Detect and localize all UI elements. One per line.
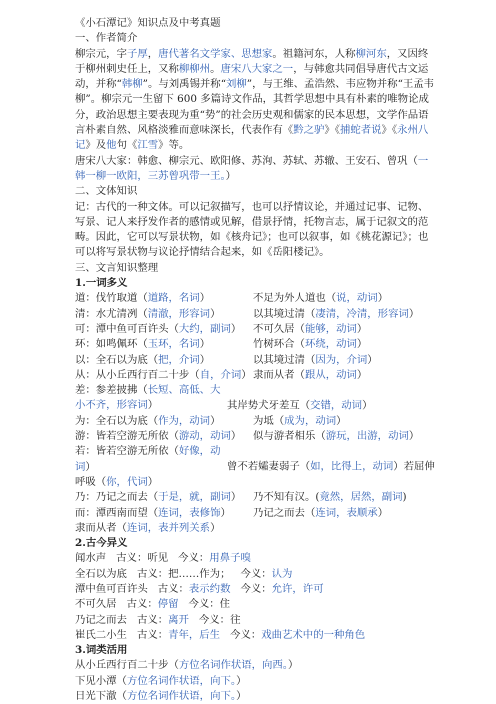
highlighted-text: 如，比得上，动词: [310, 460, 394, 473]
polysemy-example-right: [227, 399, 372, 411]
text-run: 闻水声: [75, 552, 107, 565]
text-run: ）: [225, 169, 237, 182]
text-run: 以其境过清（: [253, 307, 316, 320]
author-intro-paragraph: [75, 47, 436, 154]
text-run: ）: [356, 368, 368, 381]
highlighted-text: 唐代著名文学家、思想家: [158, 47, 273, 60]
text-run: 以：全石以为底（: [75, 353, 159, 366]
polysemy-row: [75, 429, 436, 444]
text-run: ）: [230, 491, 242, 504]
text-run: 不可久居: [75, 598, 117, 611]
text-run: 乃记之而去: [75, 613, 127, 626]
highlighted-text: 环绕，动词: [304, 338, 357, 351]
polysemy-example-right: [253, 430, 419, 442]
highlighted-text: 方位名词作状语，向下。: [126, 674, 237, 687]
text-run: ）: [356, 322, 368, 335]
text-run: 从：从小丘西行百二十步（: [75, 368, 200, 381]
highlighted-text: 方位名词作状语，向西。: [178, 659, 289, 672]
highlighted-text: 唐宋八大家之一: [220, 62, 294, 75]
text-run: 清：水尤清冽（: [75, 307, 148, 320]
highlighted-text: 作为，动词: [158, 414, 211, 427]
highlighted-text: 停留: [157, 598, 179, 611]
section-author-heading: 一、作者简介: [75, 32, 138, 45]
text-run: 今义：: [178, 552, 210, 565]
text-run: 古义：: [126, 598, 158, 611]
text-run: ）若屈伸呼吸（: [75, 460, 435, 488]
huoyong-row: [75, 658, 436, 673]
polysemy-example-right: [253, 415, 347, 427]
text-run: 若：皆若空游无所依（: [75, 445, 179, 458]
text-run: 今义：: [230, 628, 262, 641]
highlighted-text: 于是，就，副词: [158, 491, 231, 504]
text-run: ）: [408, 307, 420, 320]
highlighted-text: 连词，表修饰: [158, 506, 221, 519]
text-run: ）: [377, 292, 389, 305]
text-run: 全石以为底: [75, 567, 127, 580]
polysemy-row: [75, 521, 436, 536]
text-run: 隶而从者（: [253, 368, 305, 381]
text-run: 下见小潭（: [75, 674, 127, 687]
gujin-row: [75, 613, 436, 628]
text-run: 不可久居（: [253, 322, 305, 335]
text-run: 古义：: [157, 582, 189, 595]
polysemy-example-right: [253, 369, 367, 381]
text-run: 今义：住: [188, 598, 231, 611]
highlighted-text: 因为，介词: [315, 353, 368, 366]
text-run: 句《: [116, 139, 138, 152]
polysemy-example-left: [75, 506, 253, 521]
text-run: ）: [230, 322, 242, 335]
text-run: 今义：: [240, 582, 272, 595]
gujin-subheading: 2.古今异义: [75, 537, 128, 550]
polysemy-row: [75, 368, 436, 383]
polysemy-example-right: [253, 507, 388, 519]
highlighted-text: 游动，动词: [178, 430, 231, 443]
text-run: ）: [356, 338, 368, 351]
text-run: 古义：: [136, 628, 169, 641]
polysemy-row: [75, 414, 436, 429]
text-run: ）: [241, 368, 252, 381]
text-run: ): [402, 491, 407, 504]
highlighted-text: 允许，许可: [271, 582, 324, 595]
highlighted-text: 你，代词: [106, 475, 148, 488]
polysemy-example-left: [75, 337, 253, 352]
highlighted-text: 说，动词: [336, 292, 378, 305]
highlighted-text: 江雪: [137, 139, 159, 152]
polysemy-example-left: [75, 368, 253, 383]
polysemy-example-left: [75, 322, 253, 337]
text-run: 》及: [85, 139, 107, 152]
text-run: 潭中鱼可百许头: [75, 582, 148, 595]
text-run: ）: [220, 506, 231, 519]
text-run: 今义：往: [198, 613, 241, 626]
highlighted-text: 道路，名词: [147, 292, 200, 305]
highlighted-text: 他: [106, 139, 117, 152]
polysemy-example-left: [75, 383, 227, 414]
highlighted-text: 竟然，居然，副词: [319, 491, 403, 504]
polysemy-subheading: 1.一词多义: [75, 277, 128, 290]
highlighted-text: 认为: [271, 567, 293, 580]
polysemy-example-left: [75, 307, 253, 322]
highlighted-text: 把，介词: [158, 353, 200, 366]
polysemy-example-right: [253, 491, 407, 503]
highlighted-text: 大约，副词: [178, 322, 231, 335]
highlighted-text: 长短、高低、大小不齐，形容词: [75, 384, 221, 412]
highlighted-text: 好像，动词: [75, 445, 221, 473]
text-run: 古义：把……作为；: [136, 567, 231, 580]
text-run: ）: [210, 414, 221, 427]
huoyong-row: [75, 674, 436, 689]
gujin-row: [75, 628, 436, 643]
text-run: 游：皆若空游无所依（: [75, 430, 179, 443]
text-run: 崔氏二小生: [75, 628, 127, 641]
text-run: ）: [210, 307, 221, 320]
polysemy-example-left: [75, 291, 253, 306]
text-run: 》《: [381, 124, 398, 137]
text-run: ）: [408, 430, 420, 443]
gujin-list: [75, 551, 436, 643]
section-genre-heading: 二、文体知识: [75, 185, 138, 198]
text-run: 》《: [324, 124, 340, 137]
polysemy-row: [75, 291, 436, 306]
text-run: 环：如鸣佩环（: [75, 338, 148, 351]
genre-paragraph: [75, 200, 436, 261]
text-run: 而：潭西南而望（: [75, 506, 159, 519]
polysemy-example-right: [253, 308, 419, 320]
text-run: 柳宗元，字: [75, 47, 127, 60]
text-run: 记：古代的一种文体。可以记叙描写，也可以抒情议论，并通过记事、记物、写景、记人来抒发作者的感情或见解，借景抒情，托物言志，属于记叙文的范畴。因此，它可以写景状物，如《核舟记》；也可以叙事，如《桃花源记》；也可以将写景状物与议论抒情结合起来，如《岳阳楼记》。: [75, 200, 429, 259]
text-run: ”。与刘禹锡并称“: [142, 78, 227, 91]
highlighted-text: 成为，动词: [284, 414, 337, 427]
highlighted-text: 戏曲艺术中的一种角色: [261, 628, 366, 641]
text-run: 其岸势犬牙差互（: [227, 399, 311, 412]
text-run: ）: [199, 353, 211, 366]
text-run: 唐宋八大家：韩愈、柳宗元、欧阳修、苏洵、苏轼、苏辙、王安石、曾巩（: [75, 154, 418, 167]
polysemy-example-left: [75, 414, 253, 429]
text-run: ）: [236, 690, 247, 703]
text-run: 古义：: [136, 613, 169, 626]
highlighted-text: 黔之驴: [293, 124, 325, 137]
text-run: 道：伐竹取道（: [75, 292, 148, 305]
highlighted-text: 柳河东: [355, 47, 387, 60]
polysemy-example-right: [253, 338, 367, 350]
polysemy-example-left: [75, 490, 253, 505]
text-run: 今义：: [240, 567, 272, 580]
polysemy-row: [75, 353, 436, 368]
highlighted-text: 青年，后生: [168, 628, 221, 641]
gujin-row: [75, 582, 436, 597]
highlighted-text: 能够，动词: [304, 322, 357, 335]
text-run: ）: [362, 399, 373, 412]
text-run: 。: [210, 62, 221, 75]
section-classical-heading: 三、文言知识整理: [75, 261, 159, 274]
huoyong-list: [75, 658, 436, 704]
text-run: ）: [377, 506, 389, 519]
text-run: 以其境过清（: [253, 353, 316, 366]
text-run: 竹树环合（: [253, 338, 305, 351]
polysemy-row: [75, 322, 436, 337]
text-run: ）: [236, 674, 247, 687]
text-run: ，又因终于柳州刺史任上，又称: [75, 47, 429, 75]
gujin-row: [75, 567, 436, 582]
text-run: ）: [230, 430, 242, 443]
text-run: 不足为外人道也（: [253, 292, 337, 305]
text-run: ）: [199, 292, 211, 305]
highlighted-text: 用鼻子嗅: [209, 552, 251, 565]
highlighted-text: 游玩，出游，动词: [325, 430, 409, 443]
polysemy-list: [75, 291, 436, 536]
text-run: ）: [367, 353, 378, 366]
highlighted-text: 永州八记: [75, 124, 429, 152]
polysemy-example-left: [75, 444, 227, 475]
polysemy-example-right: [253, 292, 388, 304]
highlighted-text: 捕蛇者说: [339, 124, 382, 137]
text-run: 日光下澈（: [75, 690, 127, 703]
text-run: 为坻（: [253, 414, 285, 427]
highlighted-text: 柳柳州: [178, 62, 211, 75]
polysemy-example-right: [253, 354, 378, 366]
text-run: ）: [288, 659, 299, 672]
highlighted-text: 玉环，名词: [147, 338, 200, 351]
polysemy-row: [75, 490, 436, 505]
huoyong-subheading: 3.词类活用: [75, 644, 128, 657]
highlighted-text: 韩柳: [121, 78, 143, 91]
highlighted-text: 表示约数: [188, 582, 231, 595]
document-title: 《小石潭记》知识点及中考真题: [75, 17, 221, 29]
highlighted-text: 子厚: [126, 47, 148, 60]
text-run: 为：全石以为底（: [75, 414, 159, 427]
text-run: ）: [147, 399, 159, 412]
text-run: ）: [210, 521, 221, 534]
text-run: 。祖籍河东，人称: [272, 47, 356, 60]
text-run: 似与游者相乐（: [253, 430, 326, 443]
gujin-row: [75, 597, 436, 612]
highlighted-text: 凄清，冷清，形容词: [315, 307, 409, 320]
text-run: 可：潭中鱼可百许头（: [75, 322, 179, 335]
text-run: ）: [199, 338, 211, 351]
text-run: 隶而从者（: [75, 521, 127, 534]
polysemy-example-right: [253, 323, 367, 335]
polysemy-row: [75, 383, 436, 414]
text-run: ）: [147, 475, 159, 488]
polysemy-row: [75, 444, 436, 490]
highlighted-text: 方位名词作状语，向下。: [126, 690, 237, 703]
gujin-row: [75, 551, 436, 566]
text-run: 差：参差披拂（: [75, 384, 148, 397]
highlighted-text: 连词，表顺承: [315, 506, 378, 519]
highlighted-text: 连词，表并列关系: [126, 521, 211, 534]
polysemy-example-left: [75, 521, 253, 536]
highlighted-text: 一韩一柳一欧阳，三苏曾巩带一王。: [75, 154, 429, 182]
text-run: ）: [85, 460, 96, 473]
text-run: 乃不知有汉。(: [253, 491, 320, 504]
polysemy-example-left: [75, 353, 253, 368]
text-run: ）: [336, 414, 347, 427]
polysemy-row: [75, 307, 436, 322]
polysemy-row: [75, 506, 436, 521]
highlighted-text: 清澈，形容词: [147, 307, 211, 320]
highlighted-text: 跟从，动词: [304, 368, 357, 381]
text-run: 从小丘西行百二十步（: [75, 659, 179, 672]
text-run: 》等。: [158, 139, 190, 152]
text-run: ，与韩愈共同倡导唐代古文运动，并称“: [75, 62, 429, 91]
text-run: ”，与王维、孟浩然、韦应物并称“王孟韦柳”。柳宗元一生留下 600 多篇诗文作品，其哲学思想中具有朴素的唯物论成分，政治思想主要表现为重“势”的社会历史观和儒家的民本思想，文学作品语言朴素自然、风格淡雅而意味深长，代表作有《: [75, 78, 435, 137]
text-run: 曾不若孀妻弱子（: [227, 460, 311, 473]
highlighted-text: 刘柳: [226, 78, 247, 91]
polysemy-example-left: [75, 429, 253, 444]
eight-masters-paragraph: [75, 154, 436, 185]
polysemy-row: [75, 337, 436, 352]
highlighted-text: 离开: [168, 613, 189, 626]
text-run: 乃：乃记之而去（: [75, 491, 159, 504]
text-run: ，: [147, 47, 159, 60]
text-run: 古义：听见: [116, 552, 169, 565]
highlighted-text: 交错，动词: [310, 399, 363, 412]
text-run: 乃记之而去（: [253, 506, 316, 519]
highlighted-text: 自，介词: [199, 368, 242, 381]
